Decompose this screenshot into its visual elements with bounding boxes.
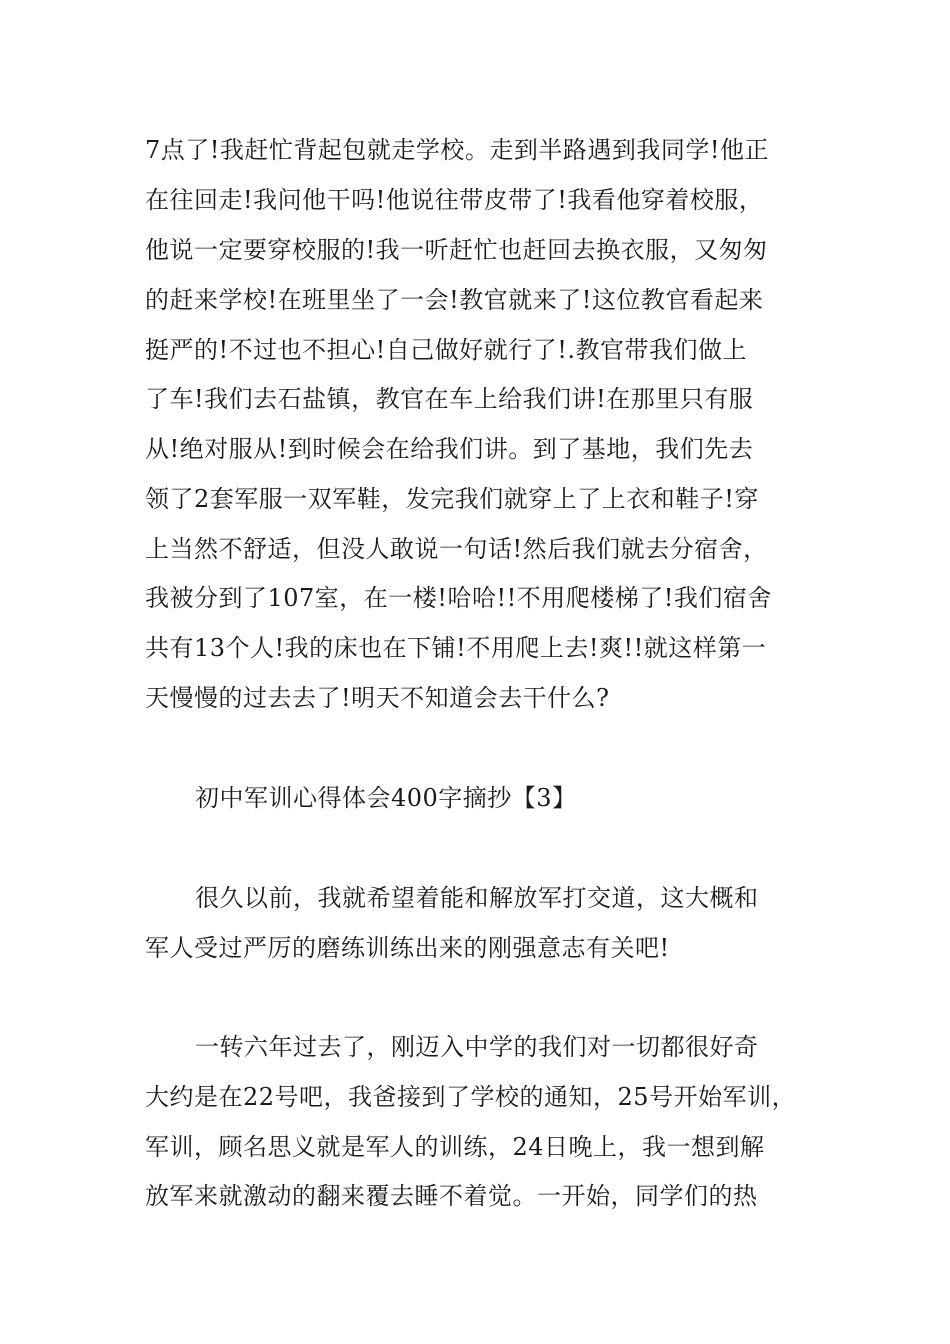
paragraph-3-line-1: 一转六年过去了，刚迈入中学的我们对一切都很好奇: [195, 1033, 759, 1061]
paragraph-1-line-4: 的赶来学校!在班里坐了一会!教官就来了!这位教官看起来: [145, 286, 764, 314]
paragraph-1-line-12: 天慢慢的过去去了!明天不知道会去干什么?: [145, 684, 610, 712]
paragraph-3-line-3: 军训，顾名思义就是军人的训练，24日晚上，我一想到解: [145, 1133, 765, 1161]
paragraph-1-line-7: 从!绝对服从!到时候会在给我们讲。到了基地，我们先去: [145, 435, 754, 463]
paragraph-1-line-6: 了车!我们去石盐镇，教官在车上给我们讲!在那里只有服: [145, 385, 754, 413]
paragraph-1-line-10: 我被分到了107室，在一楼!哈哈!!不用爬楼梯了!我们宿舍: [145, 584, 772, 612]
paragraph-3-line-4: 放军来就激动的翻来覆去睡不着觉。一开始，同学们的热: [145, 1182, 758, 1210]
paragraph-1-line-9: 上当然不舒适，但没人敢说一句话!然后我们就去分宿舍，: [145, 535, 768, 563]
section-heading: 初中军训心得体会400字摘抄【3】: [195, 784, 577, 812]
paragraph-1-line-11: 共有13个人!我的床也在下铺!不用爬上去!爽!!就这样第一: [145, 634, 767, 662]
paragraph-1-line-1: 7点了!我赶忙背起包就走学校。走到半路遇到我同学!他正: [145, 136, 770, 164]
paragraph-1-line-3: 他说一定要穿校服的!我一听赶忙也赶回去换衣服，又匆匆: [145, 236, 768, 264]
paragraph-2-line-2: 军人受过严厉的磨练训练出来的刚强意志有关吧!: [145, 934, 670, 962]
paragraph-3-line-2: 大约是在22号吧，我爸接到了学校的通知，25号开始军训，: [145, 1083, 797, 1111]
paragraph-1-line-8: 领了2套军服一双军鞋，发完我们就穿上了上衣和鞋子!穿: [145, 485, 759, 513]
paragraph-2-line-1: 很久以前，我就希望着能和解放军打交道，这大概和: [195, 884, 759, 912]
paragraph-1-line-5: 挺严的!不过也不担心!自己做好就行了!.教官带我们做上: [145, 336, 748, 364]
paragraph-1-line-2: 在往回走!我问他干吗!他说往带皮带了!我看他穿着校服，: [145, 186, 764, 214]
